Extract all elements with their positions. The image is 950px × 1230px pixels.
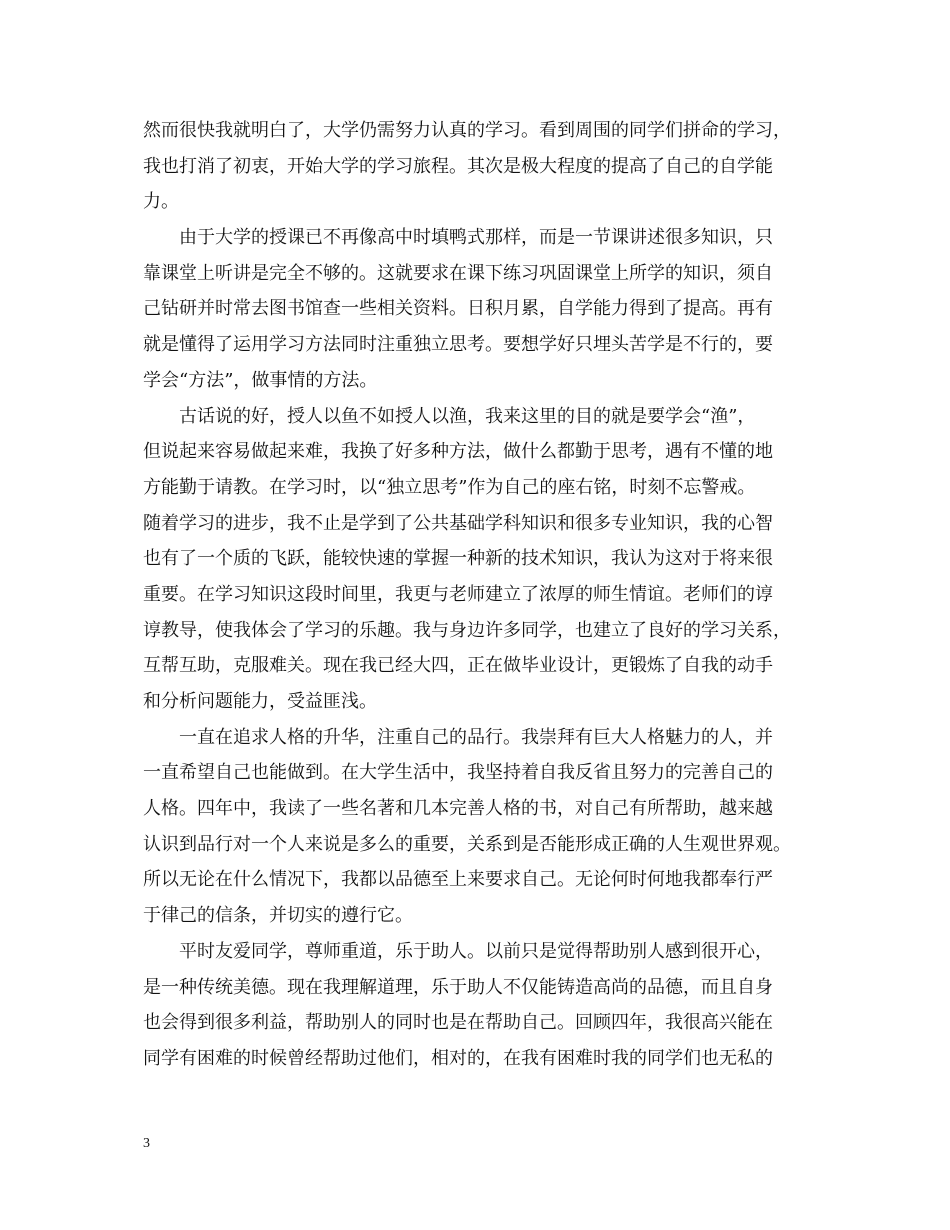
text-line: 同学有困难的时候曾经帮助过他们，相对的，在我有困难时我的同学们也无私的: [143, 1047, 773, 1069]
text-line: 学会“方法”，做事情的方法。: [143, 369, 378, 391]
text-line: 方能勤于请教。在学习时，以“独立思考”作为自己的座右铭，时刻不忘警戒。: [143, 476, 756, 498]
text-line: 也会得到很多利益，帮助别人的同时也是在帮助自己。回顾四年，我很高兴能在: [143, 1012, 773, 1034]
text-line: 由于大学的授课已不再像高中时填鸭式那样，而是一节课讲述很多知识，只: [179, 227, 773, 249]
text-line: 平时友爱同学，尊师重道，乐于助人。以前只是觉得帮助别人感到很开心，: [179, 940, 773, 962]
text-line: 然而很快我就明白了，大学仍需努力认真的学习。看到周围的同学们拼命的学习，: [143, 120, 791, 141]
text-line: 谆教导，使我体会了学习的乐趣。我与身边许多同学，也建立了良好的学习关系，: [143, 619, 791, 641]
text-line: 但说起来容易做起来难，我换了好多种方法，做什么都勤于思考，遇有不懂的地: [143, 441, 773, 463]
text-line: 互帮互助，克服难关。现在我已经大四，正在做毕业设计，更锻炼了自我的动手: [143, 655, 773, 677]
text-line: 我也打消了初衷，开始大学的学习旅程。其次是极大程度的提高了自己的自学能: [143, 155, 773, 177]
page-number: 3: [143, 1136, 150, 1151]
document-body: [143, 113, 823, 1077]
text-line: 己钻研并时常去图书馆查一些相关资料。日积月累，自学能力得到了提高。再有: [143, 298, 773, 320]
text-line: 就是懂得了运用学习方法同时注重独立思考。要想学好只埋头苦学是不行的，要: [143, 334, 773, 356]
text-line: 古话说的好，授人以鱼不如授人以渔，我来这里的目的就是要学会“渔”，: [179, 405, 756, 427]
text-line: 一直在追求人格的升华，注重自己的品行。我崇拜有巨大人格魅力的人，并: [179, 726, 773, 748]
text-line: 所以无论在什么情况下，我都以品德至上来要求自己。无论何时何地我都奉行严: [143, 869, 773, 891]
text-line: 和分析问题能力，受益匪浅。: [143, 691, 377, 712]
text-line: 是一种传统美德。现在我理解道理，乐于助人不仅能铸造高尚的品德，而且自身: [143, 976, 773, 998]
text-line: 也有了一个质的飞跃，能较快速的掌握一种新的技术知识，我认为这对于将来很: [143, 548, 773, 570]
text-line: 力。: [143, 191, 179, 213]
text-line: 随着学习的进步，我不止是学到了公共基础学科知识和很多专业知识，我的心智: [143, 512, 773, 534]
text-line: 于律己的信条，并切实的遵行它。: [143, 905, 413, 927]
text-line: 认识到品行对一个人来说是多么的重要，关系到是否能形成正确的人生观世界观。: [143, 833, 791, 855]
text-line: 一直希望自己也能做到。在大学生活中，我坚持着自我反省且努力的完善自己的: [143, 762, 773, 784]
text-line: 重要。在学习知识这段时间里，我更与老师建立了浓厚的师生情谊。老师们的谆: [143, 583, 773, 605]
text-line: 靠课堂上听讲是完全不够的。这就要求在课下练习巩固课堂上所学的知识，须自: [143, 262, 773, 284]
text-line: 人格。四年中，我读了一些名著和几本完善人格的书，对自己有所帮助，越来越: [143, 798, 773, 820]
